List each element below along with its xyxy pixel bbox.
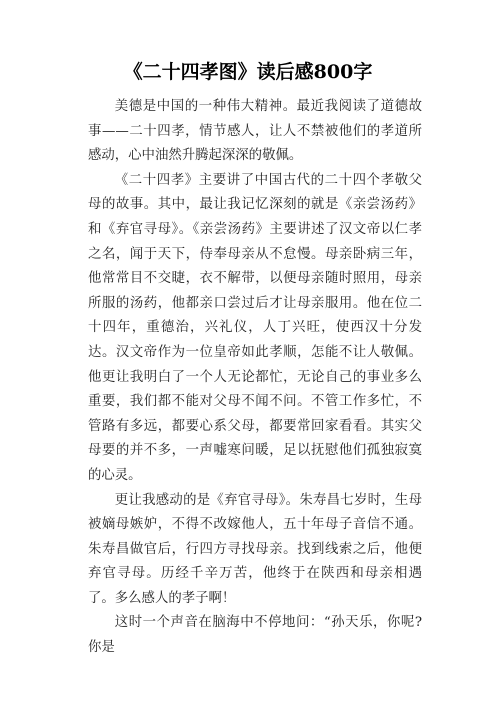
document-body	[88, 95, 422, 661]
paragraph-4: 这时一个声音在脑海中不停地问：“孙天乐，你呢?你是	[88, 615, 422, 656]
document-title: 《二十四孝图》读后感800字	[123, 61, 373, 83]
paragraph-1: 美德是中国的一种伟大精神。最近我阅读了道德故事——二十四孝，情节感人，让人不禁被他们的孝道所感动，心中油然升腾起深深的敬佩。	[88, 99, 422, 164]
paragraph-3: 更让我感动的是《弃官寻母》。朱寿昌七岁时，生母被嫡母嫉妒，不得不改嫁他人，五十年母子音信不通。朱寿昌做官后，行四方寻找母亲。找到线索之后，他便弃官寻母。历经千辛万苦，他终于在陕西和母亲相遇了。多么感人的孝子啊！	[88, 492, 422, 606]
paragraph-2: 《二十四孝》主要讲了中国古代的二十四个孝敬父母的故事。其中，最让我记忆深刻的就是《亲尝汤药》和《弃官寻母》。《亲尝汤药》主要讲述了汉文帝以仁孝之名，闻于天下，侍奉母亲从不怠慢。母亲卧病三年，他常常目不交睫，衣不解带，以便母亲随时照用，母亲所服的汤药，他都亲口尝过后才让母亲服用。他在位二十四年，重德治，兴礼仪，人丁兴旺，使西汉十分发达。汉文帝作为一位皇帝如此孝顺，怎能不让人敬佩。他更让我明白了一个人无论都忙，无论自己的事业多么重要，我们都不能对父母不闻不问。不管工作多忙，不管路有多远，都要心系父母，都要常回家看看。其实父母要的并不多，一声嘘寒问暖，足以抚慰他们孤独寂寞的心灵。	[88, 172, 422, 483]
